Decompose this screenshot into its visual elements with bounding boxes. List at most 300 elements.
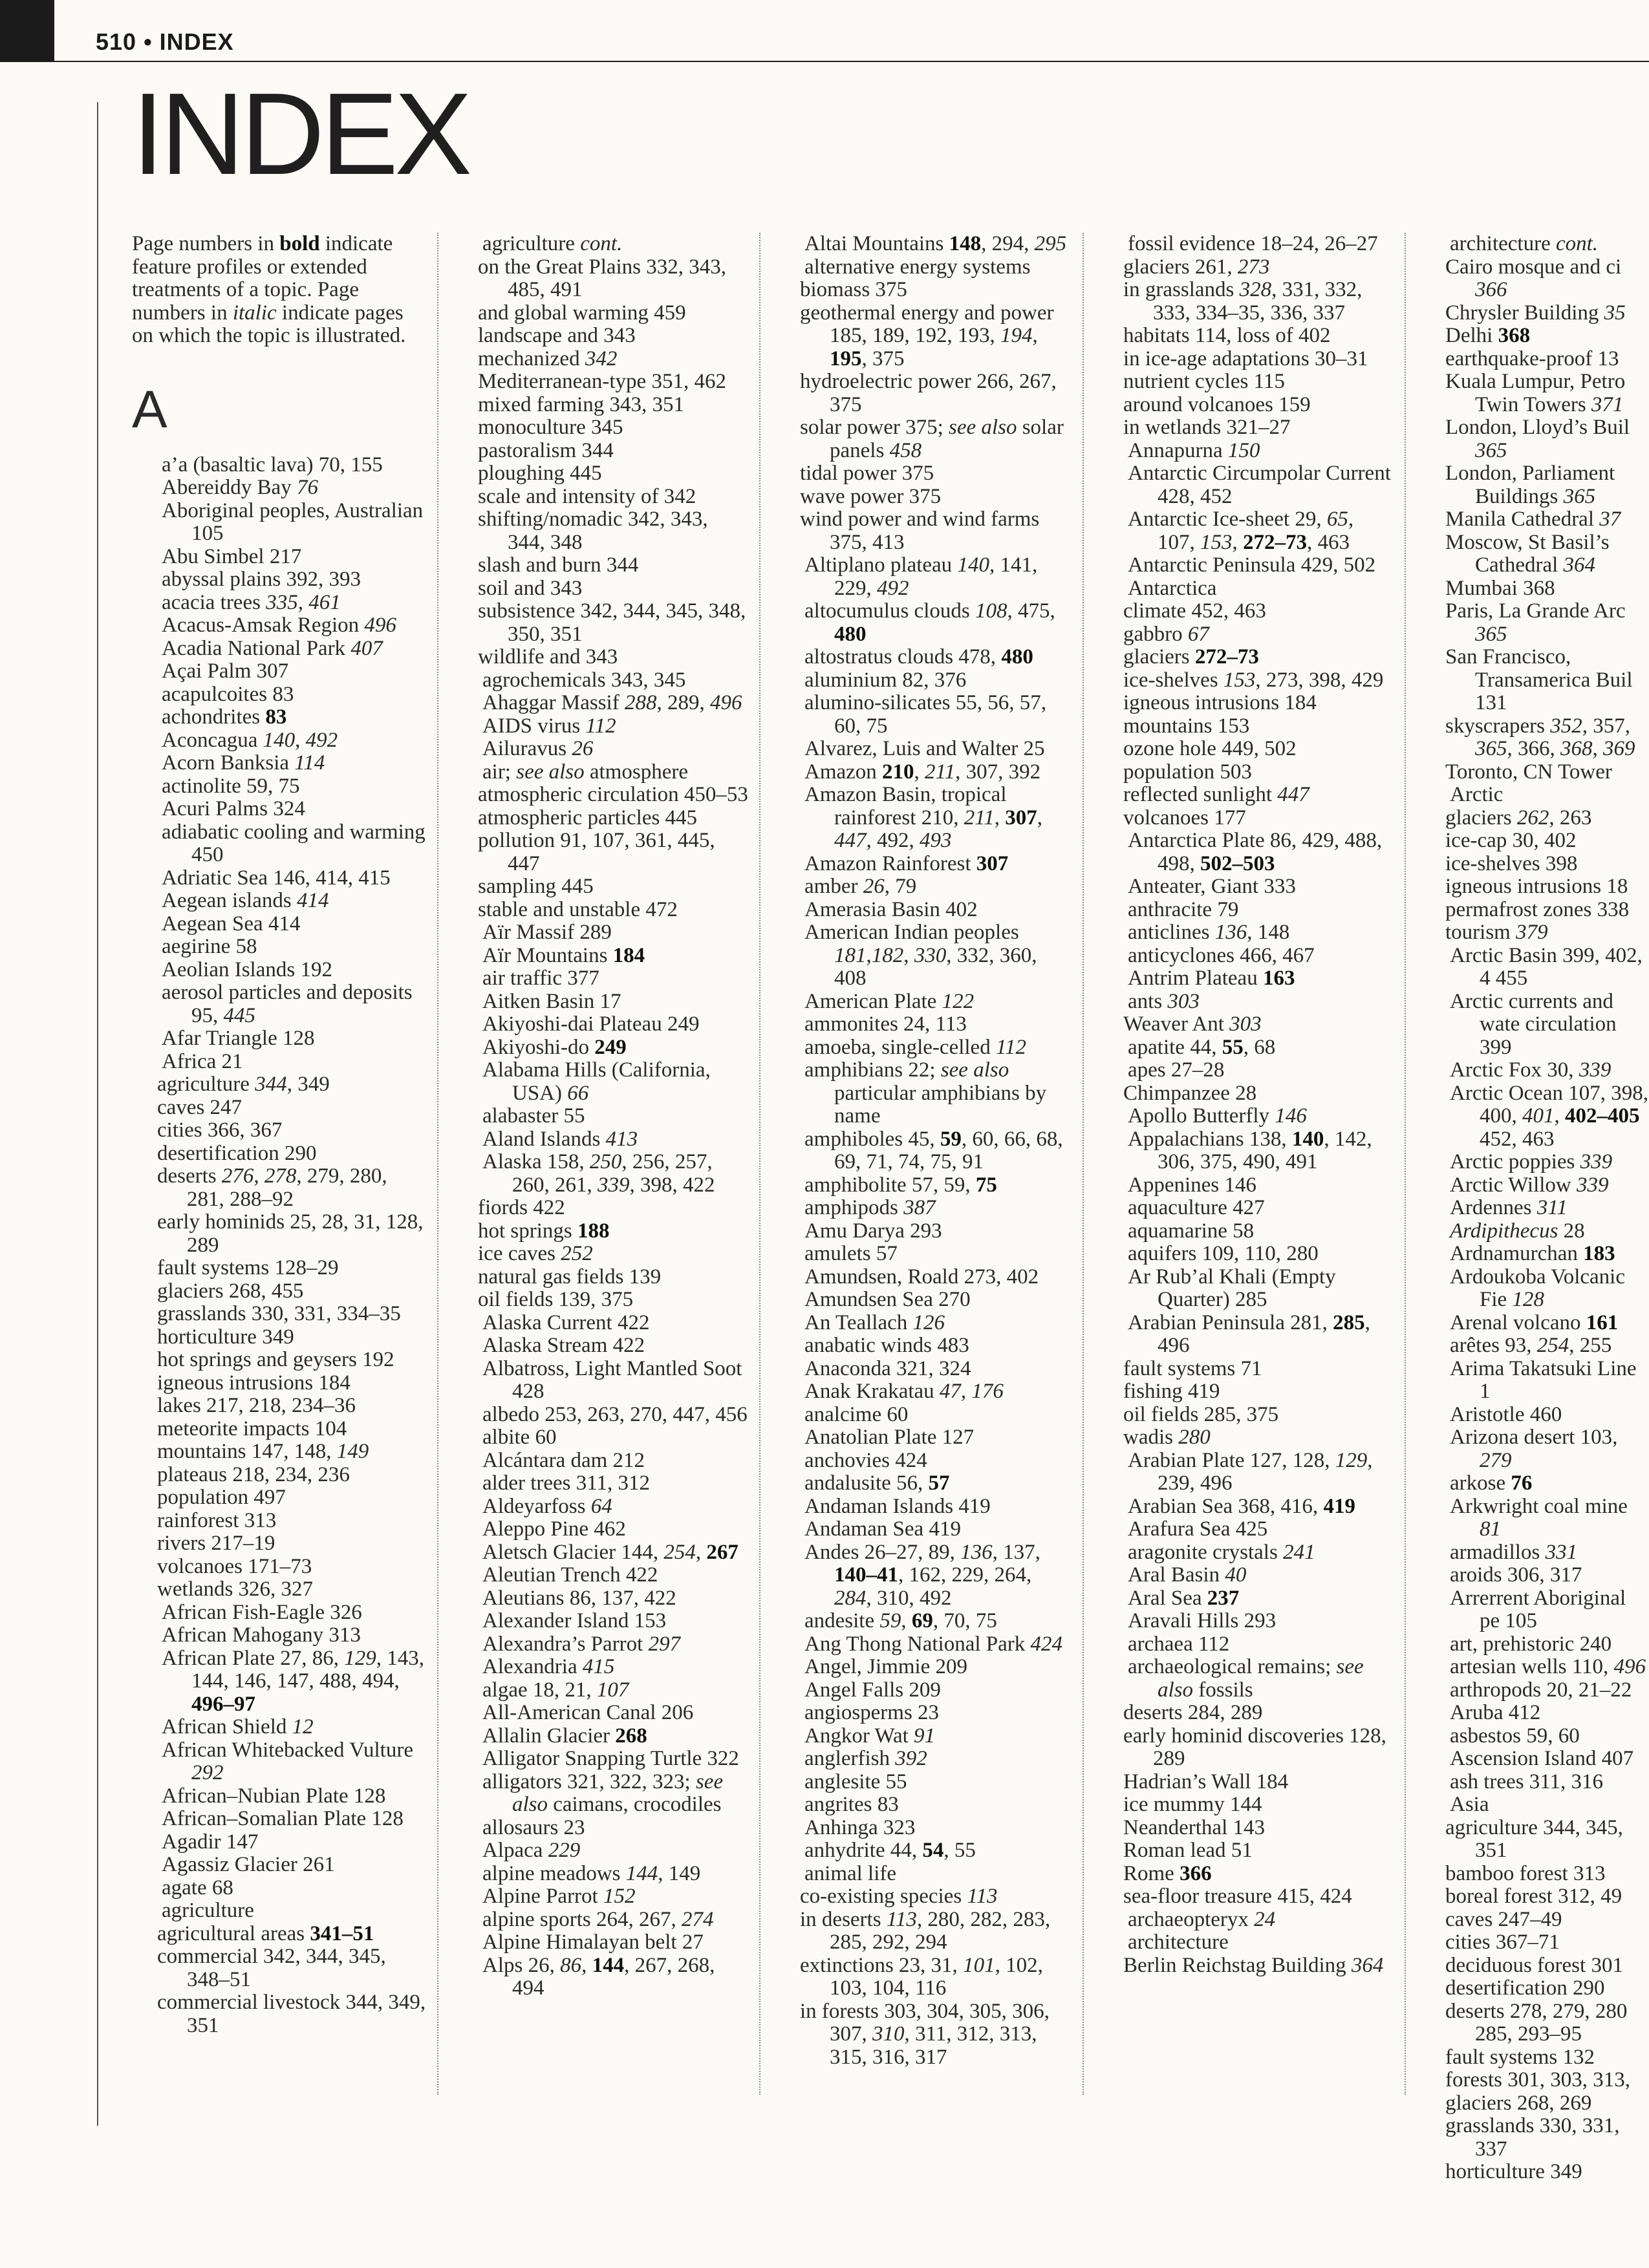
index-entry: Appenines 146 [1128, 1173, 1256, 1197]
index-entry: Appalachians 138, 140, 142, 306, 375, 490, 491 [1128, 1127, 1372, 1173]
index-entry: Afar Triangle 128 [162, 1027, 315, 1050]
index-entry: Asia [1450, 1793, 1489, 1816]
index-entry: Alexandra’s Parrot 297 [482, 1632, 681, 1656]
column-divider [1083, 233, 1084, 2095]
index-subentry: fault systems 71 [1123, 1356, 1262, 1380]
index-entry: algae 18, 21, 107 [482, 1678, 629, 1702]
index-entry: Andaman Sea 419 [804, 1517, 961, 1541]
index-entry: animal life [804, 1861, 897, 1885]
index-subentry: Neanderthal 143 [1123, 1815, 1265, 1839]
index-entry: air; see also atmosphere [482, 760, 688, 784]
index-subentry: igneous intrusions 18 [1445, 875, 1628, 898]
index-entry: albedo 253, 263, 270, 447, 456 [482, 1402, 748, 1426]
index-entry: Alexander Island 153 [482, 1609, 667, 1632]
index-entry: agrochemicals 343, 345 [482, 668, 686, 692]
index-entry: Alaska 158, 250, 256, 257, 260, 261, 339, 398, 422 [482, 1150, 715, 1197]
index-entry: alpine sports 264, 267, 274 [482, 1907, 714, 1931]
index-subentry: oil fields 285, 375 [1123, 1402, 1279, 1426]
index-subentry: desertification 290 [157, 1141, 317, 1165]
index-entry: anticyclones 466, 467 [1128, 943, 1315, 967]
index-entry: Anaconda 321, 324 [804, 1356, 971, 1380]
index-entry: African–Nubian Plate 128 [162, 1784, 386, 1808]
index-entry: apes 27–28 [1128, 1058, 1225, 1082]
index-subentry: sea-floor treasure 415, 424 [1123, 1885, 1352, 1908]
index-subentry: wetlands 326, 327 [157, 1578, 314, 1601]
index-subentry: Mediterranean-type 351, 462 [478, 370, 726, 393]
index-entry: Aleppo Pine 462 [482, 1517, 626, 1541]
index-entry: Ardnamurchan 183 [1450, 1242, 1615, 1265]
column-divider [437, 233, 438, 2095]
index-subentry: tourism 379 [1445, 921, 1548, 944]
index-entry: aquaculture 427 [1128, 1196, 1265, 1219]
index-entry: Aruba 412 [1450, 1701, 1541, 1724]
index-entry: Aitken Basin 17 [482, 989, 621, 1013]
index-entry: Altiplano plateau 140, 141, 229, 492 [804, 553, 1038, 600]
index-subentry: horticulture 349 [157, 1325, 294, 1349]
index-entry: Arabian Plate 127, 128, 129, 239, 496 [1128, 1448, 1373, 1495]
index-entry: arêtes 93, 254, 255 [1450, 1334, 1612, 1357]
index-subentry: Weaver Ant 303 [1123, 1012, 1262, 1036]
index-subentry: ice-shelves 153, 273, 398, 429 [1123, 668, 1384, 692]
index-entry: Aïr Mountains 184 [482, 943, 645, 967]
index-entry: Aeolian Islands 192 [162, 957, 332, 981]
index-entry: Aegean islands 414 [162, 889, 329, 912]
index-entry: Arabian Peninsula 281, 285, 496 [1128, 1311, 1370, 1357]
index-subentry: ice-cap 30, 402 [1445, 829, 1577, 852]
index-subentry: rainforest 313 [157, 1508, 277, 1532]
index-entry: Arenal volcano 161 [1450, 1311, 1619, 1334]
index-subentry: in grasslands 328, 331, 332, 333, 334–35, 336, 337 [1123, 278, 1363, 325]
index-column-5 [1420, 233, 1649, 2184]
index-subentry: early hominids 25, 28, 31, 128, 289 [157, 1210, 424, 1257]
index-subentry: deserts 278, 279, 280 285, 293–95 [1445, 1999, 1628, 2046]
index-subentry: mountains 153 [1123, 714, 1250, 738]
index-entry: Ahaggar Massif 288, 289, 496 [482, 691, 742, 714]
index-subentry: caves 247 [157, 1095, 242, 1119]
index-entry: Antarctic Circumpolar Current 428, 452 [1128, 462, 1391, 508]
index-entry: Amundsen Sea 270 [804, 1288, 971, 1311]
index-entry: adiabatic cooling and warming 450 [162, 820, 426, 866]
index-subentry: gabbro 67 [1123, 622, 1209, 646]
index-entry: anticlines 136, 148 [1128, 921, 1290, 944]
index-subentry: meteorite impacts 104 [157, 1417, 347, 1440]
index-subentry: desertification 290 [1445, 1976, 1605, 2000]
index-entry: analcime 60 [804, 1402, 909, 1426]
index-entry: Acacus-Amsak Region 496 [162, 614, 396, 637]
index-entry: Amu Darya 293 [804, 1219, 942, 1243]
index-entry: Arrerrent Aboriginal pe 105 [1450, 1586, 1626, 1632]
index-subentry: population 497 [157, 1486, 286, 1509]
index-subentry: population 503 [1123, 760, 1252, 784]
index-subentry: sampling 445 [478, 875, 594, 898]
index-subentry: atmospheric circulation 450–53 [478, 783, 748, 806]
index-entry: Arctic Willow 339 [1450, 1173, 1609, 1197]
index-subentry: Delhi 368 [1445, 324, 1531, 347]
index-entry: alpine meadows 144, 149 [482, 1861, 701, 1885]
index-entry: aquamarine 58 [1128, 1219, 1255, 1243]
index-subentry: pastoralism 344 [478, 438, 614, 462]
index-entry: Acadia National Park 407 [162, 636, 383, 660]
index-subentry: biomass 375 [800, 278, 907, 301]
index-entry: Arctic currents and wate circulation 399 [1450, 989, 1617, 1059]
index-entry: anchovies 424 [804, 1448, 927, 1472]
index-entry: abyssal plains 392, 393 [162, 568, 361, 591]
index-entry: African Mahogany 313 [162, 1623, 361, 1647]
index-entry: Ang Thong National Park 424 [804, 1632, 1063, 1656]
index-entry: Agassiz Glacier 261 [162, 1853, 335, 1876]
index-entry: anglerfish 392 [804, 1747, 927, 1770]
index-subentry: Roman lead 51 [1123, 1839, 1253, 1862]
index-entry: Ardennes 311 [1450, 1196, 1568, 1219]
index-subentry: agricultural areas 341–51 [157, 1921, 374, 1945]
index-subentry: wind power and wind farms 375, 413 [800, 508, 1040, 554]
index-subentry: tidal power 375 [800, 462, 934, 485]
index-subentry: fault systems 132 [1445, 2045, 1595, 2069]
index-subentry: Rome 366 [1123, 1861, 1212, 1885]
index-entry: Apollo Butterfly 146 [1128, 1104, 1307, 1128]
index-subentry: rivers 217–19 [157, 1532, 275, 1555]
index-entry: acapulcoites 83 [162, 682, 294, 706]
index-entry: African Whitebacked Vulture 292 [162, 1738, 413, 1784]
index-entry: Aland Islands 413 [482, 1127, 638, 1151]
index-entry: Aletsch Glacier 144, 254, 267 [482, 1540, 738, 1564]
index-subentry: lakes 217, 218, 234–36 [157, 1394, 356, 1417]
index-subentry: atmospheric particles 445 [478, 806, 698, 829]
index-subentry: pollution 91, 107, 361, 445, 447 [478, 829, 715, 875]
index-entry: Aravali Hills 293 [1128, 1609, 1277, 1632]
index-entry: Agadir 147 [162, 1830, 259, 1854]
index-subentry: commercial livestock 344, 349, 351 [157, 1991, 426, 2037]
index-subentry: plateaus 218, 234, 236 [157, 1462, 350, 1486]
index-entry: aegirine 58 [162, 935, 257, 958]
index-subentry: fishing 419 [1123, 1380, 1220, 1403]
index-subentry: fiords 422 [478, 1196, 565, 1219]
index-entry: archaea 112 [1128, 1632, 1230, 1656]
index-entry: alder trees 311, 312 [482, 1471, 651, 1495]
index-subentry: hot springs 188 [478, 1219, 610, 1243]
index-entry: Antarctica [1128, 576, 1217, 600]
index-entry: Amazon 210, 211, 307, 392 [804, 760, 1041, 784]
title-rule [97, 102, 98, 2126]
index-entry: agriculture cont. [482, 232, 623, 255]
index-entry: Aïr Massif 289 [482, 921, 612, 944]
index-entry: Arctic Ocean 107, 398, 400, 401, 402–405 452, 463 [1450, 1081, 1648, 1151]
index-entry: actinolite 59, 75 [162, 774, 300, 798]
index-entry: Angel, Jimmie 209 [804, 1655, 968, 1678]
index-subentry: Cairo mosque and ci 366 [1445, 255, 1622, 301]
index-entry: Arkwright coal mine 81 [1450, 1494, 1628, 1541]
index-entry: Açai Palm 307 [162, 659, 289, 683]
index-subentry: deserts 276, 278, 279, 280, 281, 288–92 [157, 1164, 387, 1211]
index-subentry: commercial 342, 344, 345, 348–51 [157, 1945, 386, 1991]
index-subentry: reflected sunlight 447 [1123, 783, 1310, 806]
index-subentry: soil and 343 [478, 576, 583, 600]
index-entry: andalusite 56, 57 [804, 1471, 950, 1495]
index-entry: amulets 57 [804, 1242, 898, 1265]
index-entry: Ar Rub’al Khali (Empty Quarter) 285 [1128, 1265, 1336, 1311]
index-subentry: Moscow, St Basil’s Cathedral 364 [1445, 530, 1610, 577]
index-subentry: slash and burn 344 [478, 553, 639, 577]
index-entry: air traffic 377 [482, 967, 599, 990]
running-head: 510 • INDEX [96, 28, 234, 55]
index-subentry: habitats 114, loss of 402 [1123, 324, 1331, 347]
index-entry: anthracite 79 [1128, 897, 1239, 921]
index-subentry: glaciers 268, 269 [1445, 2091, 1592, 2115]
index-subentry: glaciers 272–73 [1123, 645, 1259, 669]
index-subentry: agriculture 344, 349 [157, 1073, 330, 1096]
index-subentry: volcanoes 171–73 [157, 1554, 312, 1578]
index-entry: Ailuravus 26 [482, 737, 594, 760]
index-subentry: solar power 375; see also solar panels 458 [800, 416, 1064, 462]
index-entry: alligators 321, 322, 323; see also caimans, crocodiles [482, 1770, 724, 1816]
index-entry: Antrim Plateau 163 [1128, 967, 1295, 990]
index-entry: altocumulus clouds 108, 475, 480 [804, 599, 1055, 646]
index-subentry: in deserts 113, 280, 282, 283, 285, 292, 294 [800, 1907, 1051, 1954]
index-entry: An Teallach 126 [804, 1311, 945, 1334]
index-subentry: ploughing 445 [478, 462, 602, 485]
index-entry: fossil evidence 18–24, 26–27 [1128, 232, 1378, 255]
index-entry: American Plate 122 [804, 989, 975, 1013]
index-entry: Abu Simbel 217 [162, 544, 302, 568]
index-subentry: horticulture 349 [1445, 2160, 1582, 2183]
index-entry: Andes 26–27, 89, 136, 137, 140–41, 162, 229, 264, 284, 310, 492 [804, 1540, 1040, 1610]
index-entry: arkose 76 [1450, 1471, 1533, 1495]
index-entry: AIDS virus 112 [482, 714, 616, 738]
index-entry: Ardipithecus 28 [1450, 1219, 1585, 1243]
index-subentry: mountains 147, 148, 149 [157, 1440, 369, 1463]
index-subentry: Manila Cathedral 37 [1445, 508, 1621, 531]
index-entry: Akiyoshi-dai Plateau 249 [482, 1012, 700, 1036]
index-entry: Alvarez, Luis and Walter 25 [804, 737, 1045, 760]
index-subentry: subsistence 342, 344, 345, 348, 350, 351 [478, 599, 746, 646]
index-subentry: Paris, La Grande Arc 365 [1445, 599, 1626, 646]
index-entry: Antarctic Ice-sheet 29, 65, 107, 153, 272–73, 463 [1128, 508, 1354, 554]
index-intro-note: Page numbers in bold indicate feature profiles or extended treatments of a topic. Page numbers in italic indicate pages on which the topic is illustrated. [132, 232, 406, 347]
index-entry: Akiyoshi-do 249 [482, 1035, 627, 1059]
index-entry: Arctic Fox 30, 339 [1450, 1058, 1611, 1082]
index-entry: angrites 83 [804, 1793, 899, 1816]
index-entry: Antarctic Peninsula 429, 502 [1128, 553, 1376, 577]
index-subentry: glaciers 261, 273 [1123, 255, 1270, 279]
index-entry: Andaman Islands 419 [804, 1494, 991, 1518]
index-subentry: volcanoes 177 [1123, 806, 1246, 829]
index-entry: Anatolian Plate 127 [804, 1426, 975, 1449]
index-subentry: caves 247–49 [1445, 1907, 1562, 1931]
index-entry: Adriatic Sea 146, 414, 415 [162, 866, 391, 890]
index-entry: Albatross, Light Mantled Soot 428 [482, 1356, 742, 1403]
index-entry: aroids 306, 317 [1450, 1563, 1582, 1587]
index-entry: Alpaca 229 [482, 1839, 581, 1862]
index-subentry: in ice-age adaptations 30–31 [1123, 347, 1368, 370]
index-entry: aragonite crystals 241 [1128, 1540, 1315, 1564]
index-subentry: ice caves 252 [478, 1242, 593, 1265]
index-entry: architecture [1128, 1931, 1229, 1954]
index-entry: angiosperms 23 [804, 1701, 940, 1724]
index-subentry: ice-shelves 398 [1445, 851, 1578, 875]
index-entry: African Shield 12 [162, 1715, 314, 1738]
index-subentry: early hominid discoveries 128, 289 [1123, 1724, 1386, 1770]
index-subentry: geothermal energy and power 185, 189, 192, 193, 194, 195, 375 [800, 301, 1054, 370]
index-entry: Arctic Basin 399, 402, 4 455 [1450, 943, 1643, 990]
index-subentry: mechanized 342 [478, 347, 618, 370]
index-entry: amphibians 22; see also particular amphibians by name [804, 1058, 1047, 1128]
index-entry: Ardoukoba Volcanic Fie 128 [1450, 1265, 1625, 1311]
index-entry: Altai Mountains 148, 294, 295 [804, 232, 1067, 255]
index-entry: ash trees 311, 316 [1450, 1770, 1604, 1793]
index-entry: Aleutians 86, 137, 422 [482, 1586, 676, 1610]
index-entry: Acorn Banksia 114 [162, 751, 325, 775]
index-entry: altostratus clouds 478, 480 [804, 645, 1033, 669]
index-subentry: Kuala Lumpur, Petro Twin Towers 371 [1445, 370, 1626, 416]
index-entry: ammonites 24, 113 [804, 1012, 967, 1036]
index-subentry: Berlin Reichstag Building 364 [1123, 1953, 1384, 1977]
index-entry: archaeopteryx 24 [1128, 1907, 1276, 1931]
index-subentry: monoculture 345 [478, 416, 623, 439]
index-subentry: grasslands 330, 331, 337 [1445, 2114, 1620, 2161]
index-subentry: earthquake-proof 13 [1445, 347, 1619, 370]
index-entry: Amerasia Basin 402 [804, 897, 978, 921]
page-title: INDEX [132, 69, 469, 199]
index-entry: anabatic winds 483 [804, 1334, 969, 1357]
index-entry: apatite 44, 55, 68 [1128, 1035, 1276, 1059]
index-entry: amphiboles 45, 59, 60, 66, 68, 69, 71, 74, 75, 91 [804, 1127, 1063, 1173]
index-entry: African Plate 27, 86, 129, 143, 144, 146, 147, 488, 494, 496–97 [162, 1646, 425, 1716]
index-subentry: wave power 375 [800, 484, 942, 508]
index-entry: Angkor Wat 91 [804, 1724, 936, 1748]
index-entry: alternative energy systems [804, 255, 1031, 279]
index-entry: Arctic poppies 339 [1450, 1150, 1613, 1173]
index-entry: Aral Basin 40 [1128, 1563, 1247, 1587]
index-subentry: around volcanoes 159 [1123, 392, 1311, 416]
index-subentry: igneous intrusions 184 [1123, 691, 1317, 714]
index-subentry: on the Great Plains 332, 343, 485, 491 [478, 255, 727, 301]
index-entry: amoeba, single-celled 112 [804, 1035, 1027, 1059]
index-subentry: wildlife and 343 [478, 645, 618, 669]
index-subentry: Chimpanzee 28 [1123, 1081, 1257, 1105]
index-subentry: boreal forest 312, 49 [1445, 1885, 1622, 1908]
index-entry: acacia trees 335, 461 [162, 590, 341, 614]
index-entry: Aboriginal peoples, Australian 105 [162, 498, 424, 545]
index-entry: allosaurs 23 [482, 1815, 585, 1839]
index-entry: Aristotle 460 [1450, 1402, 1562, 1426]
index-entry: Africa 21 [162, 1049, 243, 1073]
index-subentry: oil fields 139, 375 [478, 1288, 634, 1311]
index-subentry: shifting/nomadic 342, 343, 344, 348 [478, 508, 708, 554]
index-entry: Anhinga 323 [804, 1815, 916, 1839]
index-entry: Anteater, Giant 333 [1128, 875, 1296, 898]
index-entry: aerosol particles and deposits 95, 445 [162, 981, 413, 1027]
index-subentry: glaciers 262, 263 [1445, 806, 1592, 829]
header-rule [54, 61, 1649, 62]
index-subentry: Mumbai 368 [1445, 576, 1555, 600]
index-entry: Alpine Parrot 152 [482, 1885, 636, 1908]
index-entry: Anak Krakatau 47, 176 [804, 1380, 1004, 1403]
index-subentry: natural gas fields 139 [478, 1265, 662, 1289]
index-entry: asbestos 59, 60 [1450, 1724, 1580, 1748]
index-entry: ants 303 [1128, 989, 1200, 1013]
column-divider [1405, 233, 1406, 2095]
index-entry: Arabian Sea 368, 416, 419 [1128, 1494, 1355, 1518]
index-subentry: cities 367–71 [1445, 1931, 1560, 1954]
index-subentry: mixed farming 343, 351 [478, 392, 684, 416]
index-entry: achondrites 83 [162, 705, 287, 729]
index-subentry: scale and intensity of 342 [478, 484, 696, 508]
index-subentry: landscape and 343 [478, 324, 636, 347]
index-entry: alabaster 55 [482, 1104, 585, 1128]
index-entry: amber 26, 79 [804, 875, 917, 898]
index-entry: artesian wells 110, 496 [1450, 1655, 1646, 1678]
index-entry: Arima Takatsuki Line 1 [1450, 1356, 1637, 1403]
index-entry: amphipods 387 [804, 1196, 936, 1219]
index-entry: albite 60 [482, 1426, 557, 1449]
index-subentry: in wetlands 321–27 [1123, 416, 1291, 439]
index-entry: a’a (basaltic lava) 70, 155 [162, 453, 383, 476]
index-entry: Alexandria 415 [482, 1655, 615, 1678]
index-subentry: forests 301, 303, 313, [1445, 2068, 1630, 2091]
index-entry: archaeological remains; see also fossils [1128, 1655, 1364, 1702]
index-subentry: glaciers 268, 455 [157, 1279, 304, 1303]
index-subentry: London, Lloyd’s Buil 365 [1445, 416, 1630, 462]
index-entry: aquifers 109, 110, 280 [1128, 1242, 1319, 1265]
index-entry: aluminium 82, 376 [804, 668, 967, 692]
index-entry: armadillos 331 [1450, 1540, 1578, 1564]
index-subentry: igneous intrusions 184 [157, 1371, 350, 1395]
index-entry: anhydrite 44, 54, 55 [804, 1839, 976, 1862]
index-subentry: and global warming 459 [478, 301, 686, 325]
index-subentry: co-existing species 113 [800, 1885, 998, 1908]
index-subentry: bamboo forest 313 [1445, 1861, 1606, 1885]
index-entry: architecture cont. [1450, 233, 1599, 255]
index-entry: Angel Falls 209 [804, 1678, 941, 1702]
index-entry: Ascension Island 407 [1450, 1747, 1634, 1770]
index-column-4 [1098, 233, 1396, 1977]
column-divider [759, 233, 760, 2095]
index-entry: Amundsen, Roald 273, 402 [804, 1265, 1039, 1289]
index-entry: alumino-silicates 55, 56, 57, 60, 75 [804, 691, 1046, 738]
index-entry: African–Somalian Plate 128 [162, 1807, 404, 1830]
index-subentry: London, Parliament Buildings 365 [1445, 462, 1615, 508]
index-subentry: ozone hole 449, 502 [1123, 737, 1297, 760]
index-subentry: ice mummy 144 [1123, 1793, 1262, 1816]
index-subentry: cities 366, 367 [157, 1118, 283, 1142]
index-subentry: deserts 284, 289 [1123, 1701, 1263, 1724]
index-entry: agate 68 [162, 1876, 233, 1899]
index-entry: Abereiddy Bay 76 [162, 476, 318, 499]
index-entry: Alaska Stream 422 [482, 1334, 645, 1357]
index-column-3 [775, 233, 1072, 2069]
index-column-2 [453, 233, 750, 2000]
index-entry: anglesite 55 [804, 1770, 907, 1793]
index-entry: agriculture [162, 1899, 254, 1922]
section-letter: A [132, 380, 167, 439]
index-entry: Amazon Rainforest 307 [804, 851, 1009, 875]
index-entry: Alaska Current 422 [482, 1311, 650, 1334]
index-entry: African Fish-Eagle 326 [162, 1600, 362, 1624]
index-entry: Alcántara dam 212 [482, 1448, 645, 1472]
running-header [0, 0, 1649, 62]
index-subentry: Chrysler Building 35 [1445, 301, 1626, 325]
index-subentry: hydroelectric power 266, 267, 375 [800, 370, 1057, 416]
page-tab-marker [0, 0, 54, 62]
index-subentry: deciduous forest 301 [1445, 1953, 1623, 1977]
index-subentry: wadis 280 [1123, 1426, 1211, 1449]
index-entry: Alabama Hills (California, USA) 66 [482, 1058, 711, 1105]
index-subentry: grasslands 330, 331, 334–35 [157, 1302, 401, 1325]
index-entry: Aconcagua 140, 492 [162, 728, 338, 752]
index-subentry: extinctions 23, 31, 101, 102, 103, 104, 116 [800, 1953, 1043, 2000]
index-entry: andesite 59, 69, 70, 75 [804, 1609, 997, 1632]
index-subentry: Hadrian’s Wall 184 [1123, 1770, 1289, 1793]
